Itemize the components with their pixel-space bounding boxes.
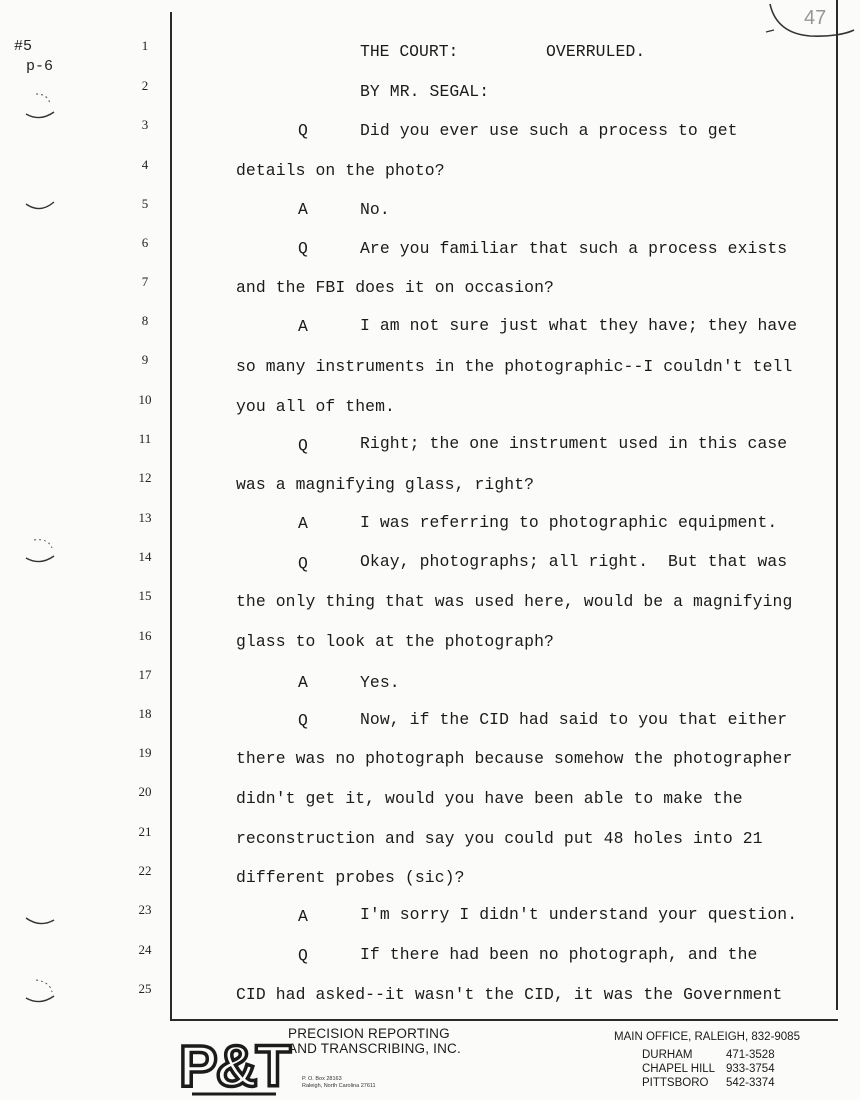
transcript-line: BY MR. SEGAL: — [360, 82, 490, 101]
binder-hole — [22, 536, 58, 564]
line-number: 12 — [138, 470, 152, 485]
transcript-line: Yes. — [360, 673, 400, 692]
line-number: 22 — [138, 863, 152, 878]
transcript-line: the only thing that was used here, would be a magnifying — [236, 592, 793, 611]
transcript-line: I was referring to photographic equipment. — [360, 513, 778, 532]
line-number: 10 — [138, 392, 152, 407]
line-number: 15 — [138, 588, 152, 603]
transcript-line: Are you familiar that such a process exists — [360, 239, 788, 258]
firm-name-line2: AND TRANSCRIBING, INC. — [288, 1041, 461, 1056]
reporter-footer — [0, 1022, 860, 1100]
line-number: 16 — [138, 628, 152, 643]
transcript-line: I'm sorry I didn't understand your question. — [360, 905, 798, 924]
transcript-line: Okay, photographs; all right. But that was — [360, 552, 788, 571]
binder-hole — [22, 190, 58, 218]
margin-note-bottom: p-6 — [26, 58, 54, 75]
transcript-line: Right; the one instrument used in this case — [360, 434, 788, 453]
margin-note-top: #5 — [14, 38, 33, 55]
office-city: CHAPEL HILL — [642, 1063, 716, 1075]
bottom-rule — [170, 1019, 838, 1021]
binder-hole — [22, 906, 58, 934]
transcript-line: I am not sure just what they have; they have — [360, 316, 798, 335]
speaker-label: Q — [298, 946, 308, 965]
line-number: 18 — [138, 706, 152, 721]
transcript-line: Now, if the CID had said to you that either — [360, 710, 788, 729]
line-number: 11 — [138, 431, 152, 446]
binder-hole — [22, 978, 58, 1006]
speaker-label: A — [298, 673, 308, 692]
speaker-label: THE COURT: — [360, 42, 459, 61]
office-city: PITTSBORO — [642, 1077, 709, 1089]
speaker-label: Q — [298, 121, 308, 140]
office-phone: 933-3754 — [726, 1063, 775, 1075]
binder-hole — [22, 90, 58, 118]
line-number: 7 — [141, 274, 149, 289]
transcript-line: and the FBI does it on occasion? — [236, 278, 554, 297]
speaker-label: Q — [298, 436, 308, 455]
transcript-line: so many instruments in the photographic--I couldn't tell — [236, 357, 793, 376]
firm-address-line1: P. O. Box 28163 — [302, 1076, 342, 1082]
line-number: 8 — [141, 313, 149, 328]
page-number-text: 47 — [804, 7, 827, 29]
transcript-line: reconstruction and say you could put 48 holes into 21 — [236, 829, 763, 848]
line-number: 6 — [141, 235, 149, 250]
right-margin-rule — [836, 0, 838, 1010]
office-phone: 542-3374 — [726, 1077, 775, 1089]
transcript-line: was a magnifying glass, right? — [236, 475, 535, 494]
transcript-line: you all of them. — [236, 397, 395, 416]
speaker-label: A — [298, 200, 308, 219]
line-number: 2 — [141, 78, 149, 93]
transcript-line: No. — [360, 200, 390, 219]
line-number: 19 — [138, 745, 152, 760]
firm-name-line1: PRECISION REPORTING — [288, 1026, 450, 1041]
main-office: MAIN OFFICE, RALEIGH, 832-9085 — [614, 1031, 800, 1043]
line-number: 24 — [138, 942, 152, 957]
speaker-label: A — [298, 317, 308, 336]
transcript-line: OVERRULED. — [546, 42, 646, 61]
line-number: 13 — [138, 510, 152, 525]
office-phone: 471-3528 — [726, 1049, 775, 1061]
left-margin-rule — [170, 12, 172, 1020]
transcript-line: CID had asked--it wasn't the CID, it was the Government — [236, 985, 783, 1004]
page-number-stamp — [764, 2, 856, 40]
line-number: 5 — [141, 196, 149, 211]
line-number: 21 — [138, 824, 152, 839]
speaker-label: A — [298, 514, 308, 533]
firm-address-line2: Raleigh, North Carolina 27611 — [302, 1083, 376, 1089]
line-number: 20 — [138, 784, 152, 799]
transcript-line: details on the photo? — [236, 161, 445, 180]
transcript-line: there was no photograph because somehow the photographer — [236, 749, 793, 768]
line-number: 9 — [141, 352, 149, 367]
line-number: 3 — [141, 117, 149, 132]
transcript-line: glass to look at the photograph? — [236, 632, 554, 651]
speaker-label: Q — [298, 239, 308, 258]
line-number: 17 — [138, 667, 152, 682]
speaker-label: A — [298, 907, 308, 926]
speaker-label: Q — [298, 554, 308, 573]
line-number: 25 — [138, 981, 152, 996]
pt-logo — [179, 1026, 289, 1099]
transcript-line: different probes (sic)? — [236, 868, 465, 887]
line-number: 23 — [138, 902, 152, 917]
transcript-line: If there had been no photograph, and the — [360, 945, 758, 964]
line-number: 1 — [141, 38, 149, 53]
transcript-line: Did you ever use such a process to get — [360, 121, 738, 140]
logo-text: P&T — [179, 1034, 289, 1099]
transcript-line: didn't get it, would you have been able to make the — [236, 789, 743, 808]
line-number: 14 — [138, 549, 152, 564]
office-city: DURHAM — [642, 1049, 693, 1061]
speaker-label: Q — [298, 711, 308, 730]
line-number: 4 — [141, 157, 149, 172]
